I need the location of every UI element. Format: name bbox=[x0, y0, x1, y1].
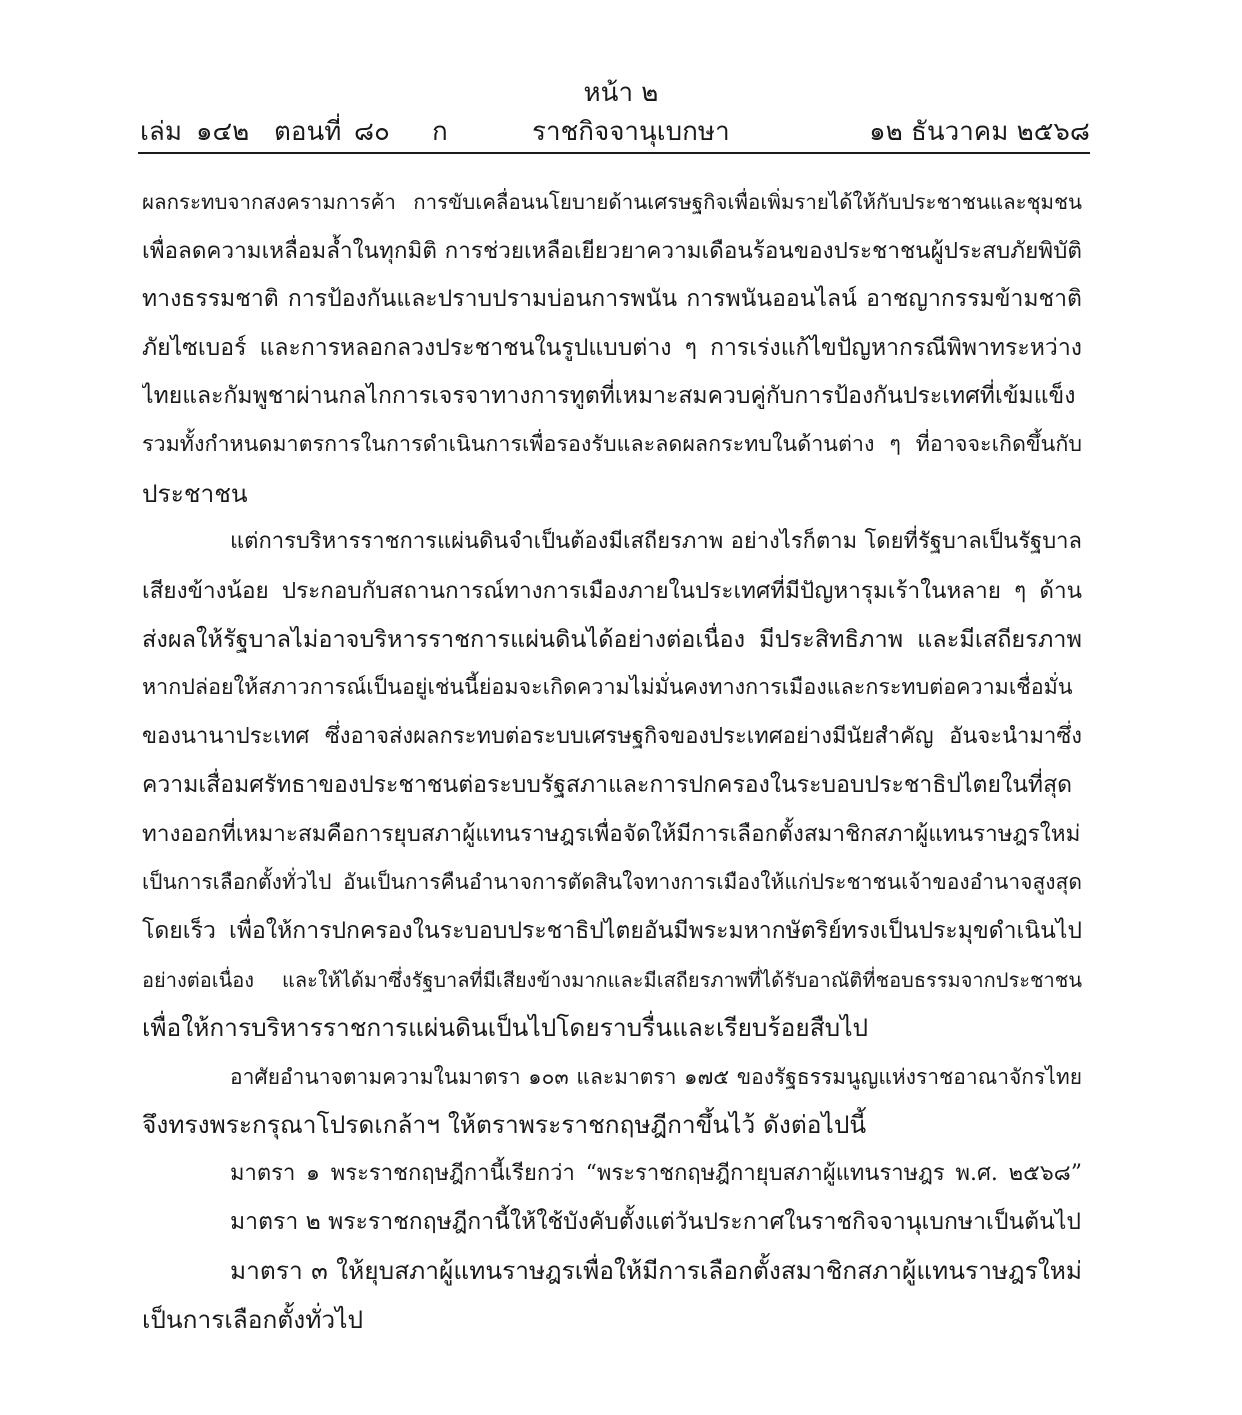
issue-number: ๘๐ bbox=[354, 117, 390, 147]
document-body bbox=[142, 178, 1082, 1344]
publication-name: ราชกิจจานุเบกษา bbox=[532, 117, 730, 147]
section-2-line: มาตรา ๒ พระราชกฤษฎีกานี้ให้ใช้บังคับตั้งแต่วันประกาศในราชกิจจานุเบกษาเป็นต้นไป bbox=[230, 1209, 1082, 1236]
text-line: ความเสื่อมศรัทธาของประชาชนต่อระบบรัฐสภาและการปกครองในระบอบประชาธิปไตยในที่สุด bbox=[142, 772, 1073, 799]
text-line: เสียงข้างน้อย ประกอบกับสถานการณ์ทางการเมืองภายในประเทศที่มีปัญหารุมเร้าในหลาย ๆ ด้าน bbox=[142, 577, 1082, 604]
issue-label: ตอนที่ bbox=[274, 117, 342, 147]
text-line: เป็นการเลือกตั้งทั่วไป อันเป็นการคืนอำนาจการตัดสินใจทางการเมืองให้แก่ประชาชนเจ้าของอำนาจสูงสุด bbox=[142, 870, 1082, 895]
section-1-line: มาตรา ๑ พระราชกฤษฎีกานี้เรียกว่า “พระราชกฤษฎีกายุบสภาผู้แทนราษฎร พ.ศ. ๒๕๖๘” bbox=[230, 1160, 1082, 1186]
text-line: อาศัยอำนาจตามความในมาตรา ๑๐๓ และมาตรา ๑๗๕ ของรัฐธรรมนูญแห่งราชอาณาจักรไทย bbox=[230, 1064, 1082, 1089]
text-line: ทางธรรมชาติ การป้องกันและปราบปรามบ่อนการพนัน การพนันออนไลน์ อาชญากรรมข้ามชาติ bbox=[142, 286, 1082, 313]
volume-number: ๑๔๒ bbox=[196, 117, 250, 147]
text-line: ไทยและกัมพูชาผ่านกลไกการเจรจาทางการทูตที่เหมาะสมควบคู่กับการป้องกันประเทศที่เข้มแข็ง bbox=[142, 383, 1076, 410]
text-line: จึงทรงพระกรุณาโปรดเกล้าฯ ให้ตราพระราชกฤษฎีกาขึ้นไว้ ดังต่อไปนี้ bbox=[142, 1110, 867, 1140]
publication-date: ๑๒ ธันวาคม ๒๕๖๘ bbox=[869, 117, 1090, 147]
text-line: โดยเร็ว เพื่อให้การปกครองในระบอบประชาธิปไตยอันมีพระมหากษัตริย์ทรงเป็นประมุขดำเนินไป bbox=[142, 917, 1082, 944]
text-line: ทางออกที่เหมาะสมคือการยุบสภาผู้แทนราษฎรเพื่อจัดให้มีการเลือกตั้งสมาชิกสภาผู้แทนราษฎรใหม่ bbox=[142, 820, 1081, 847]
text-line: อย่างต่อเนื่อง และให้ได้มาซึ่งรัฐบาลที่มีเสียงข้างมากและมีเสถียรภาพที่ได้รับอาณัติที่ชอบธรรมจากประชาชน bbox=[142, 967, 1082, 992]
section-3-line: มาตรา ๓ ให้ยุบสภาผู้แทนราษฎรเพื่อให้มีการเลือกตั้งสมาชิกสภาผู้แทนราษฎรใหม่ bbox=[230, 1256, 1082, 1286]
text-line: หากปล่อยให้สภาวการณ์เป็นอยู่เช่นนี้ย่อมจะเกิดความไม่มั่นคงทางการเมืองและกระทบต่อความเชื่อมั่น bbox=[142, 674, 1073, 700]
text-line: รวมทั้งกำหนดมาตรการในการดำเนินการเพื่อรองรับและลดผลกระทบในด้านต่าง ๆ ที่อาจจะเกิดขึ้นกับ bbox=[142, 431, 1082, 457]
text-line: ส่งผลให้รัฐบาลไม่อาจบริหารราชการแผ่นดินได้อย่างต่อเนื่อง มีประสิทธิภาพ และมีเสถียรภาพ bbox=[142, 625, 1082, 654]
text-line: ภัยไซเบอร์ และการหลอกลวงประชาชนในรูปแบบต่าง ๆ การเร่งแก้ไขปัญหากรณีพิพาทระหว่าง bbox=[142, 334, 1082, 361]
text-line: เพื่อลดความเหลื่อมล้ำในทุกมิติ การช่วยเหลือเยียวยาความเดือนร้อนของประชาชนผู้ประสบภัยพิบัติ bbox=[142, 237, 1082, 264]
gazette-header bbox=[140, 114, 1090, 150]
section-letter: ก bbox=[432, 117, 448, 147]
header-divider bbox=[138, 152, 1090, 154]
text-line: ของนานาประเทศ ซึ่งอาจส่งผลกระทบต่อระบบเศรษฐกิจของประเทศอย่างมีนัยสำคัญ อันจะนำมาซึ่ง bbox=[142, 723, 1082, 749]
volume-label: เล่ม bbox=[140, 117, 182, 147]
text-line: เพื่อให้การบริหารราชการแผ่นดินเป็นไปโดยราบรื่นและเรียบร้อยสืบไป bbox=[142, 1013, 869, 1043]
text-line: ประชาชน bbox=[142, 478, 248, 508]
page-number: หน้า ๒ bbox=[583, 78, 659, 108]
text-line: เป็นการเลือกตั้งทั่วไป bbox=[142, 1304, 364, 1334]
text-line: แต่การบริหารราชการแผ่นดินจำเป็นต้องมีเสถียรภาพ อย่างไรก็ตาม โดยที่รัฐบาลเป็นรัฐบาล bbox=[230, 529, 1082, 555]
text-line: ผลกระทบจากสงครามการค้า การขับเคลื่อนนโยบายด้านเศรษฐกิจเพื่อเพิ่มรายได้ให้กับประชาชนและชุมชน bbox=[142, 190, 1082, 214]
